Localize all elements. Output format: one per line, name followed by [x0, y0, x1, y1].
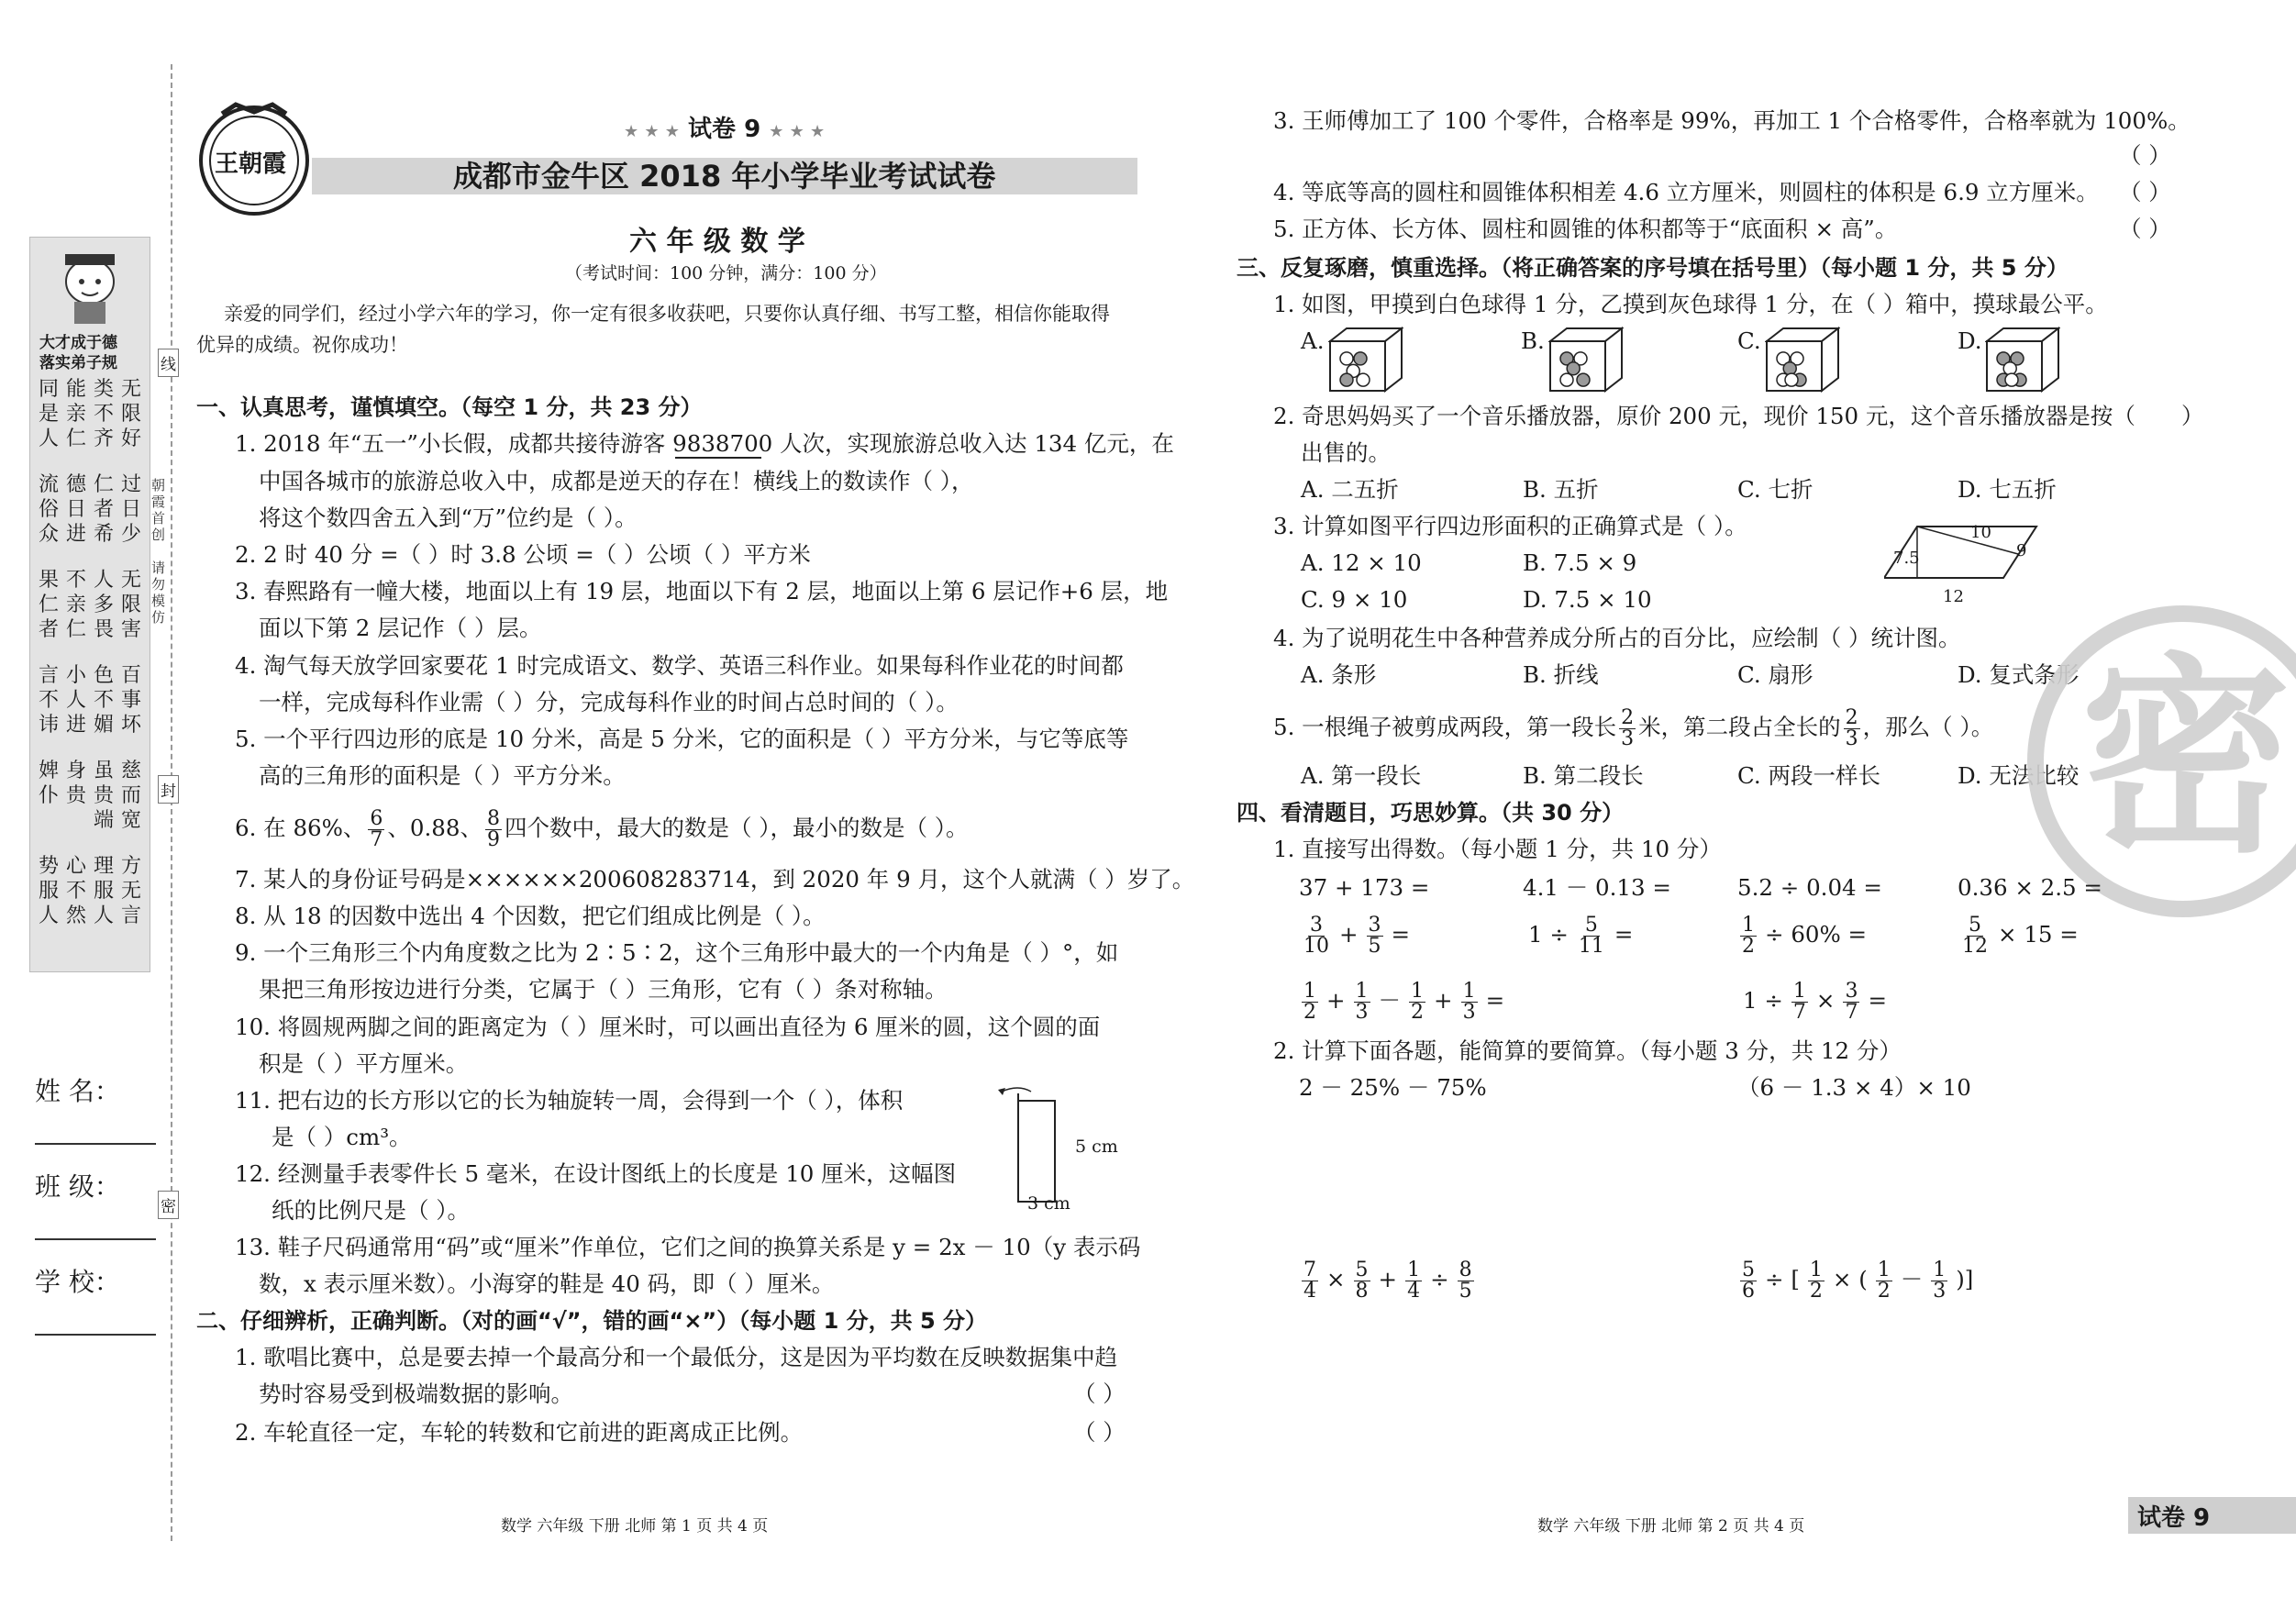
fraction-numerator: 1	[1933, 1259, 1947, 1281]
fraction-denominator: 3	[1462, 1001, 1476, 1024]
fraction-numerator: 3	[1368, 914, 1381, 937]
white-ball	[2005, 373, 2018, 386]
fraction-denominator: 2	[1303, 1001, 1316, 1024]
operator: =	[1868, 987, 1887, 1014]
fraction-denominator: 10	[1303, 935, 1329, 958]
s2-q4: 4. 等底等高的圆柱和圆锥体积相差 4.6 立方厘米，则圆柱的体积是 6.9 立方厘米。	[1273, 179, 2099, 205]
gray-ball	[1567, 362, 1580, 375]
s3-q3-opt-d[interactable]: D. 7.5 × 10	[1523, 586, 1652, 613]
operator: 1 ÷	[1743, 987, 1783, 1014]
calc-frac-f	[1737, 981, 1892, 1023]
dice-option-label[interactable]: A.	[1301, 327, 1325, 354]
couplet-text: 果仁者	[38, 569, 59, 641]
fraction	[1791, 981, 1808, 1023]
couplet-text: 无限好	[120, 378, 141, 450]
fraction-numerator: 1	[1809, 1259, 1823, 1281]
fraction-numerator: 5	[1584, 914, 1598, 937]
s2-q1-line-2: 势时容易受到极端数据的影响。	[259, 1381, 573, 1407]
q6-mid2: 四个数中，最大的数是（ ），最小的数是（ ）。	[504, 815, 969, 841]
s2-q5: 5. 正方体、长方体、圆柱和圆锥的体积都等于“底面积 × 高”。	[1273, 216, 1898, 242]
calc-frac-a	[1299, 915, 1415, 957]
fraction-denominator: 11	[1578, 935, 1604, 958]
s3-q5-c: ，那么（ ）。	[1862, 714, 1994, 740]
gray-ball	[1577, 373, 1590, 386]
s3-q5-a: 5. 一根绳子被剪成两段，第一段长	[1273, 714, 1617, 740]
fraction-denominator: 6	[1742, 1280, 1755, 1303]
footer-left: 数学 六年级 下册 北师 第 1 页 共 4 页	[501, 1517, 769, 1536]
couplet-text: 人多畏	[93, 569, 114, 641]
side-note-1: 朝霞首创	[151, 477, 166, 543]
operator: －	[1900, 1266, 1924, 1292]
operator: +	[1326, 987, 1346, 1014]
calc-2-2: （6 － 1.3 × 4）× 10	[1737, 1074, 1971, 1101]
fraction-denominator: 5	[1368, 935, 1381, 958]
dice-option-label[interactable]: B.	[1521, 327, 1545, 354]
s3-q5-opt-c[interactable]: C. 两段一样长	[1737, 762, 1880, 789]
q11-line-1: 11. 把右边的长方形以它的长为轴旋转一周，会得到一个（ ），体积	[235, 1087, 904, 1114]
operator: +	[1339, 921, 1359, 948]
fraction	[485, 809, 502, 850]
q1-line-2: 中国各城市的旅游总收入中，成都是逆天的存在！横线上的数读作（ ），	[259, 468, 974, 494]
q6-frac2-num: 8	[486, 807, 500, 830]
school-label: 学 校：	[35, 1267, 120, 1297]
class-field[interactable]	[35, 1238, 156, 1240]
q2: 2. 2 时 40 分 =（ ）时 3.8 公顷 =（ ）公顷（ ）平方米	[235, 541, 811, 568]
mascot-panel	[29, 237, 150, 972]
s3-q5-opt-a[interactable]: A. 第一段长	[1301, 762, 1422, 789]
ball-box-icon	[1985, 327, 2060, 393]
section-2-heading: 二、仔细辨析，正确判断。（对的画“√”，错的画“×”）（每小题 1 分，共 5 分）	[196, 1308, 988, 1334]
q5-frac-den-2: 3	[1845, 727, 1858, 750]
q6-mid1: 、0.88、	[387, 815, 482, 841]
fraction-denominator: 12	[1962, 935, 1988, 958]
fraction	[1619, 708, 1636, 749]
motto-top-2: 落实弟子规	[39, 354, 117, 372]
couplet-text: 百事坏	[120, 664, 141, 737]
couplet-text: 小人进	[65, 664, 86, 737]
footer-tag: 试卷 9	[2137, 1504, 2211, 1532]
q5-frac-num-2: 2	[1845, 706, 1858, 729]
fraction-numerator: 1	[1792, 980, 1806, 1003]
fraction-numerator: 1	[1411, 980, 1425, 1003]
fraction	[1931, 1260, 1947, 1302]
fraction	[1740, 915, 1757, 957]
operator: ÷ 60% =	[1765, 921, 1868, 948]
ball-box-icon	[1548, 327, 1624, 393]
couplet-text: 同是人	[38, 378, 59, 450]
calc-r1-c: 5.2 ÷ 0.04 =	[1737, 874, 1882, 901]
calc-r1-d: 0.36 × 2.5 =	[1958, 874, 2102, 901]
fraction	[1461, 981, 1478, 1023]
q5-line-2: 高的三角形的面积是（ ）平方分米。	[259, 762, 626, 789]
operator: 1 ÷	[1528, 921, 1569, 948]
fig-label-7-5: 7.5	[1893, 549, 1920, 568]
fraction	[1367, 915, 1383, 957]
logo-text: 王朝霞	[215, 150, 287, 178]
fraction-numerator: 8	[1459, 1259, 1472, 1281]
ball-box-icon	[1765, 327, 1840, 393]
q3-line-1: 3. 春熙路有一幢大楼，地面以上有 19 层，地面以下有 2 层，地面以上第 6 层记作+6 层，地	[235, 578, 1169, 604]
couplet-text: 德日进	[65, 473, 86, 546]
s3-q5-opt-d[interactable]: D. 无法比较	[1958, 762, 2080, 789]
seal-mark-secret: 密	[158, 1191, 179, 1219]
intro-line-1: 亲爱的同学们，经过小学六年的学习，你一定有很多收获吧，只要你认真仔细、书写工整，相信你能取得	[224, 303, 1110, 325]
s3-q2-opt-d[interactable]: D. 七五折	[1958, 476, 2057, 503]
s3-q4-opt-b[interactable]: B. 折线	[1523, 661, 1599, 688]
fraction-denominator: 2	[1877, 1280, 1891, 1303]
s3-q2-opt-a[interactable]: A. 二五折	[1301, 476, 1399, 503]
s3-q4: 4. 为了说明花生中各种营养成分所占的百分比，应绘制（ ）统计图。	[1273, 625, 1961, 651]
couplet-text: 婢仆	[38, 760, 59, 807]
couplet-text: 不亲仁	[65, 569, 86, 641]
q4-line-2: 一样，完成每科作业需（ ）分，完成每科作业的时间占总时间的（ ）。	[259, 689, 959, 715]
couplet-text: 无限害	[120, 569, 141, 641]
s3-q2-opt-c[interactable]: C. 七折	[1737, 476, 1814, 503]
q1-underline	[675, 457, 761, 459]
q4-line-1: 4. 淘气每天放学回家要花 1 时完成语文、数学、英语三科作业。如果每科作业花的时间都	[235, 652, 1124, 679]
fig-label-9: 9	[2016, 541, 2027, 560]
q6-prefix: 6. 在 86%、	[235, 815, 366, 841]
s3-q4-opt-a[interactable]: A. 条形	[1301, 661, 1377, 688]
couplet-text: 心不然	[65, 855, 86, 927]
intro-line-2: 优异的成绩。祝你成功！	[196, 334, 408, 356]
fraction-numerator: 1	[1303, 980, 1316, 1003]
side-note	[151, 477, 168, 626]
s3-q2-line-2: 出售的。	[1301, 439, 1391, 466]
exam-info: （考试时间：100 分钟，满分：100 分）	[565, 263, 887, 283]
couplet-text: 类不齐	[93, 378, 114, 450]
star-icon: ★ ★ ★	[769, 122, 826, 141]
s3-q5-opt-b[interactable]: B. 第二段长	[1523, 762, 1644, 789]
fraction	[1409, 981, 1425, 1023]
dice-option-label[interactable]: D.	[1958, 327, 1982, 354]
calc-2-1: 2 － 25% － 75%	[1299, 1074, 1487, 1101]
fraction	[1458, 1260, 1474, 1302]
answer-paren[interactable]: （ ）	[1073, 1381, 1126, 1407]
fraction-denominator: 4	[1407, 1280, 1421, 1303]
operator: ×	[1815, 987, 1836, 1014]
fraction-denominator: 2	[1809, 1280, 1823, 1303]
white-ball	[1340, 352, 1353, 365]
section-3-heading: 三、反复琢磨，慎重选择。（将正确答案的序号填在括号里）（每小题 1 分，共 5 分）	[1237, 255, 2069, 281]
fraction	[1876, 1260, 1892, 1302]
answer-paren[interactable]: （ ）	[2119, 216, 2171, 242]
ball-box-icon	[1328, 327, 1403, 393]
fraction-numerator: 1	[1462, 980, 1476, 1003]
fraction-numerator: 1	[1407, 1259, 1421, 1281]
fig-label-10: 10	[1970, 523, 1991, 542]
q6-frac2-den: 9	[486, 828, 500, 851]
dice-option-label[interactable]: C.	[1737, 327, 1761, 354]
s3-q3-opt-c[interactable]: C. 9 × 10	[1301, 586, 1408, 613]
operator: +	[1378, 1266, 1398, 1292]
fraction	[1302, 1260, 1318, 1302]
fraction-numerator: 7	[1303, 1259, 1316, 1281]
fraction	[1405, 1260, 1422, 1302]
calc-r1-b: 4.1 － 0.13 =	[1523, 874, 1671, 901]
fraction-numerator: 5	[1355, 1259, 1369, 1281]
q11-fig-height: 5 cm	[1075, 1137, 1118, 1157]
s2-q1-line-1: 1. 歌唱比赛中，总是要去掉一个最高分和一个最低分，这是因为平均数在反映数据集中趋	[235, 1344, 1118, 1370]
gray-ball	[1354, 352, 1367, 365]
q13-line-2: 数，x 表示厘米数）。小海穿的鞋是 40 码，即（ ）厘米。	[259, 1270, 835, 1297]
q1-line-1: 1. 2018 年“五一”小长假，成都共接待游客 9838700 人次，实现旅游总收入达 134 亿元，在	[235, 430, 1174, 457]
q1-line-3: 将这个数四舍五入到“万”位约是（ ）。	[259, 505, 638, 531]
white-ball	[1357, 373, 1370, 386]
fig-label-12: 12	[1943, 587, 1964, 606]
fraction-numerator: 5	[1742, 1259, 1755, 1281]
brand-logo	[194, 101, 314, 220]
operator: =	[1614, 921, 1634, 948]
student-info-fields	[35, 1066, 200, 1350]
school-field[interactable]	[35, 1334, 156, 1336]
s3-q3-opt-b[interactable]: B. 7.5 × 9	[1523, 549, 1637, 576]
fraction-denominator: 2	[1411, 1001, 1425, 1024]
couplet-text: 能亲仁	[65, 378, 86, 450]
s3-q3-opt-a[interactable]: A. 12 × 10	[1301, 549, 1422, 576]
fraction	[1844, 708, 1860, 749]
name-label: 姓 名：	[35, 1076, 120, 1106]
s3-q5	[1273, 708, 1993, 749]
couplet-text: 势服人	[38, 855, 59, 927]
operator: －	[1378, 987, 1402, 1014]
class-label: 班 级：	[35, 1171, 120, 1202]
fraction-numerator: 3	[1310, 914, 1323, 937]
s3-q4-opt-c[interactable]: C. 扇形	[1737, 661, 1814, 688]
fraction-numerator: 1	[1355, 980, 1369, 1003]
calc-2-4	[1737, 1260, 1979, 1302]
s3-q2-line-1: 2. 奇思妈妈买了一个音乐播放器，原价 200 元，现价 150 元，这个音乐播放器是按（	[1273, 403, 2135, 429]
q9-line-2: 果把三角形按边进行分类，它属于（ ）三角形，它有（ ）条对称轴。	[259, 976, 948, 1003]
footer-right: 数学 六年级 下册 北师 第 2 页 共 4 页	[1537, 1517, 1805, 1536]
seal-mark-line: 线	[158, 349, 179, 377]
seal-mark-seal: 封	[158, 775, 179, 804]
paper-number: 试卷 9	[688, 116, 761, 143]
fraction	[1808, 1260, 1825, 1302]
operator: ÷ [	[1765, 1266, 1800, 1292]
q10-line-1: 10. 将圆规两脚之间的距离定为（ ）厘米时，可以画出直径为 6 厘米的圆，这个圆的面	[235, 1014, 1101, 1040]
fraction-numerator: 1	[1742, 914, 1755, 937]
fraction-denominator: 5	[1459, 1280, 1472, 1303]
operator: =	[1391, 921, 1411, 948]
operator: ÷	[1430, 1266, 1449, 1292]
fraction	[1960, 915, 1990, 957]
gray-ball	[1340, 373, 1353, 386]
s2-q2: 2. 车轮直径一定，车轮的转数和它前进的距离成正比例。	[235, 1419, 804, 1446]
couplet-text: 慈而宽	[120, 760, 141, 832]
s4-sub2: 2. 计算下面各题，能简算的要简算。（每小题 3 分，共 12 分）	[1273, 1037, 1902, 1064]
name-field[interactable]	[35, 1143, 156, 1145]
q11-line-2: 是（ ）cm³。	[272, 1124, 412, 1150]
section-1-heading: 一、认真思考，谨慎填空。（每空 1 分，共 23 分）	[196, 394, 703, 420]
q12-line-1: 12. 经测量手表零件长 5 毫米，在设计图纸上的长度是 10 厘米，这幅图	[235, 1160, 957, 1187]
calc-frac-e	[1299, 981, 1510, 1023]
fraction	[1577, 915, 1606, 957]
couplet-text: 方无言	[120, 855, 141, 927]
answer-paren[interactable]: （ ）	[2119, 179, 2171, 205]
fraction-numerator: 1	[1877, 1259, 1891, 1281]
fraction-denominator: 7	[1792, 1001, 1806, 1024]
q5-frac-den: 3	[1621, 727, 1635, 750]
operator: =	[1485, 987, 1505, 1014]
fraction-denominator: 4	[1303, 1280, 1316, 1303]
fraction-denominator: 8	[1355, 1280, 1369, 1303]
motto-top-1: 大才成于德	[39, 334, 117, 352]
q6	[235, 809, 969, 850]
q5-line-1: 5. 一个平行四边形的底是 10 分米，高是 5 分米，它的面积是（ ）平方分米，与它等底等	[235, 726, 1129, 752]
white-ball	[1785, 373, 1798, 386]
couplet-text: 仁者希	[93, 473, 114, 546]
operator: × 15 =	[1998, 921, 2079, 948]
q9-line-1: 9. 一个三角形三个内角度数之比为 2∶5∶2，这个三角形中最大的一个内角是（ ）°，如	[235, 939, 1119, 966]
fraction	[1302, 981, 1318, 1023]
fraction	[1843, 981, 1859, 1023]
couplet-text: 言不讳	[38, 664, 59, 737]
seal-char: 密	[2080, 637, 2292, 882]
side-note-2: 请勿模仿	[151, 560, 166, 626]
fraction-denominator: 2	[1742, 935, 1755, 958]
calc-frac-d	[1958, 915, 2084, 957]
operator: × (	[1832, 1266, 1868, 1292]
fraction	[1354, 1260, 1370, 1302]
couplet-text: 色不媚	[93, 664, 114, 737]
s3-q1: 1. 如图，甲摸到白色球得 1 分，乙摸到灰色球得 1 分，在（ ）箱中，摸球最公平。	[1273, 291, 2108, 317]
fraction	[1740, 1260, 1757, 1302]
secret-seal-watermark	[2027, 605, 2296, 917]
couplet-text: 虽贵端	[93, 760, 114, 832]
q12-line-2: 纸的比例尺是（ ）。	[272, 1197, 471, 1224]
exam-title: 成都市金牛区 2018 年小学毕业考试试卷	[453, 159, 996, 194]
calc-r1-a: 37 + 173 =	[1299, 874, 1430, 901]
fraction-numerator: 3	[1845, 980, 1858, 1003]
s2-q3: 3. 王师傅加工了 100 个零件，合格率是 99%，再加工 1 个合格零件，合格率就为 100%。	[1273, 107, 2191, 134]
s4-sub1: 1. 直接写出得数。（每小题 1 分，共 10 分）	[1273, 836, 1722, 862]
white-ball	[1560, 373, 1573, 386]
couplet-grid	[36, 377, 148, 964]
paper-number-row	[624, 110, 825, 144]
q5-frac-num: 2	[1621, 706, 1635, 729]
calc-frac-c	[1737, 915, 1872, 957]
q11-fig-width: 3 cm	[1027, 1193, 1070, 1214]
answer-paren[interactable]: （ ）	[1073, 1419, 1126, 1446]
section-4-heading: 四、看清题目，巧思妙算。（共 30 分）	[1237, 800, 1625, 826]
q13-line-1: 13. 鞋子尺码通常用“码”或“厘米”作单位，它们之间的换算关系是 y = 2x － 10（y 表示码	[235, 1234, 1141, 1260]
fraction	[1302, 915, 1331, 957]
operator: ×	[1326, 1266, 1346, 1292]
s3-q4-opt-d[interactable]: D. 复式条形	[1958, 661, 2080, 688]
q10-line-2: 积是（ ）平方厘米。	[259, 1050, 469, 1077]
q8: 8. 从 18 的因数中选出 4 个因数，把它们组成比例是（ ）。	[235, 903, 826, 929]
fraction	[1354, 981, 1370, 1023]
scholar-mascot-icon	[30, 245, 150, 327]
q6-frac1-num: 6	[370, 807, 383, 830]
q3-line-2: 面以下第 2 层记作（ ）层。	[259, 615, 542, 641]
fraction-denominator: 3	[1355, 1001, 1369, 1024]
answer-paren[interactable]: （ ）	[2119, 142, 2171, 169]
couplet-text: 身贵	[65, 760, 86, 807]
operator: )]	[1956, 1266, 1974, 1292]
q7: 7. 某人的身份证号码是××××××200608283714，到 2020 年 9 月，这个人就满（ ）岁了。	[235, 866, 1195, 893]
fraction-numerator: 5	[1969, 914, 1981, 937]
star-icon: ★ ★ ★	[624, 122, 680, 141]
calc-2-3	[1299, 1260, 1477, 1302]
couplet-text: 理服人	[93, 855, 114, 927]
q6-frac1-den: 7	[370, 828, 383, 851]
couplet-text: 流俗众	[38, 473, 59, 546]
calc-frac-b	[1523, 915, 1638, 957]
s3-q2-paren-close: ）	[2181, 403, 2204, 429]
s3-q2-opt-b[interactable]: B. 五折	[1523, 476, 1599, 503]
s3-q5-b: 米，第二段占全长的	[1638, 714, 1841, 740]
fraction-denominator: 7	[1845, 1001, 1858, 1024]
fraction-denominator: 3	[1933, 1280, 1947, 1303]
s3-q3: 3. 计算如图平行四边形面积的正确算式是（ ）。	[1273, 513, 1747, 539]
subject-title: 六 年 级 数 学	[629, 226, 805, 258]
couplet-text: 过日少	[120, 473, 141, 546]
fraction	[368, 809, 384, 850]
operator: +	[1434, 987, 1453, 1014]
